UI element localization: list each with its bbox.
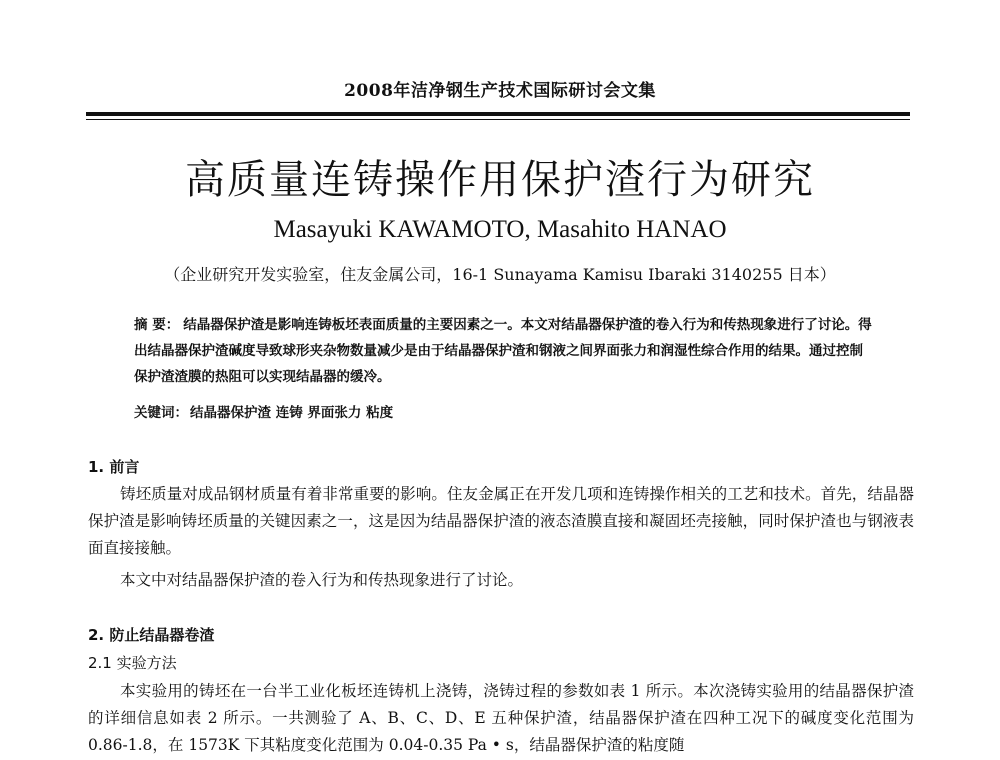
subsection-heading-method: 2.1 实验方法 xyxy=(88,654,177,672)
section-heading-introduction: 1. 前言 xyxy=(88,458,140,476)
header-rule-thick xyxy=(86,112,910,116)
abstract-text: 结晶器保护渣是影响连铸板坯表面质量的主要因素之一。本文对结晶器保护渣的卷入行为和传热现象进行了讨论。得出结晶器保护渣碱度导致球形夹杂物数量减少是由于结晶器保护渣和钢液之间界面张力和润湿性综合作用的结果。通过控制保护渣渣膜的热阻可以实现结晶器的缓冷。 xyxy=(134,317,872,385)
intro-paragraph-2: 本文中对结晶器保护渣的卷入行为和传热现象进行了讨论。 xyxy=(120,571,524,589)
affiliation: （企业研究开发实验室，住友金属公司，16-1 Sunayama Kamisu Ibaraki 3140255 日本） xyxy=(164,265,836,284)
method-paragraph: 本实验用的铸坯在一台半工业化板坯连铸机上浇铸，浇铸过程的参数如表 1 所示。本次浇铸实验用的结晶器保护渣的详细信息如表 2 所示。一共测验了 A、B、C、D、E 五种保护渣，结晶器保护渣在四种工况下的碱度变化范围为 0.86-1.8，在 1573K 下其粘度变化范围为 0.04-0.35 Pa • s，结晶器保护渣的粘度随 xyxy=(88,682,914,754)
keywords xyxy=(134,401,876,421)
header-rule-thin xyxy=(86,119,910,120)
keywords-label: 关键词： xyxy=(134,405,188,421)
intro-paragraph-1: 铸坯质量对成品钢材质量有着非常重要的影响。住友金属正在开发几项和连铸操作相关的工艺和技术。首先，结晶器保护渣是影响铸坯质量的关键因素之一，这是因为结晶器保护渣的液态渣膜直接和凝固坯壳接触，同时保护渣也与钢液表面直接接触。 xyxy=(88,485,914,557)
paper-title: 高质量连铸操作用保护渣行为研究 xyxy=(185,157,815,203)
abstract-label: 摘 要： xyxy=(134,317,180,333)
keywords-text: 结晶器保护渣 连铸 界面张力 粘度 xyxy=(190,405,394,421)
abstract xyxy=(134,312,876,390)
section-heading-mold-slag: 2. 防止结晶器卷渣 xyxy=(88,626,215,644)
authors: Masayuki KAWAMOTO, Masahito HANAO xyxy=(273,216,727,243)
running-head: 2008年洁净钢生产技术国际研讨会文集 xyxy=(344,81,656,101)
